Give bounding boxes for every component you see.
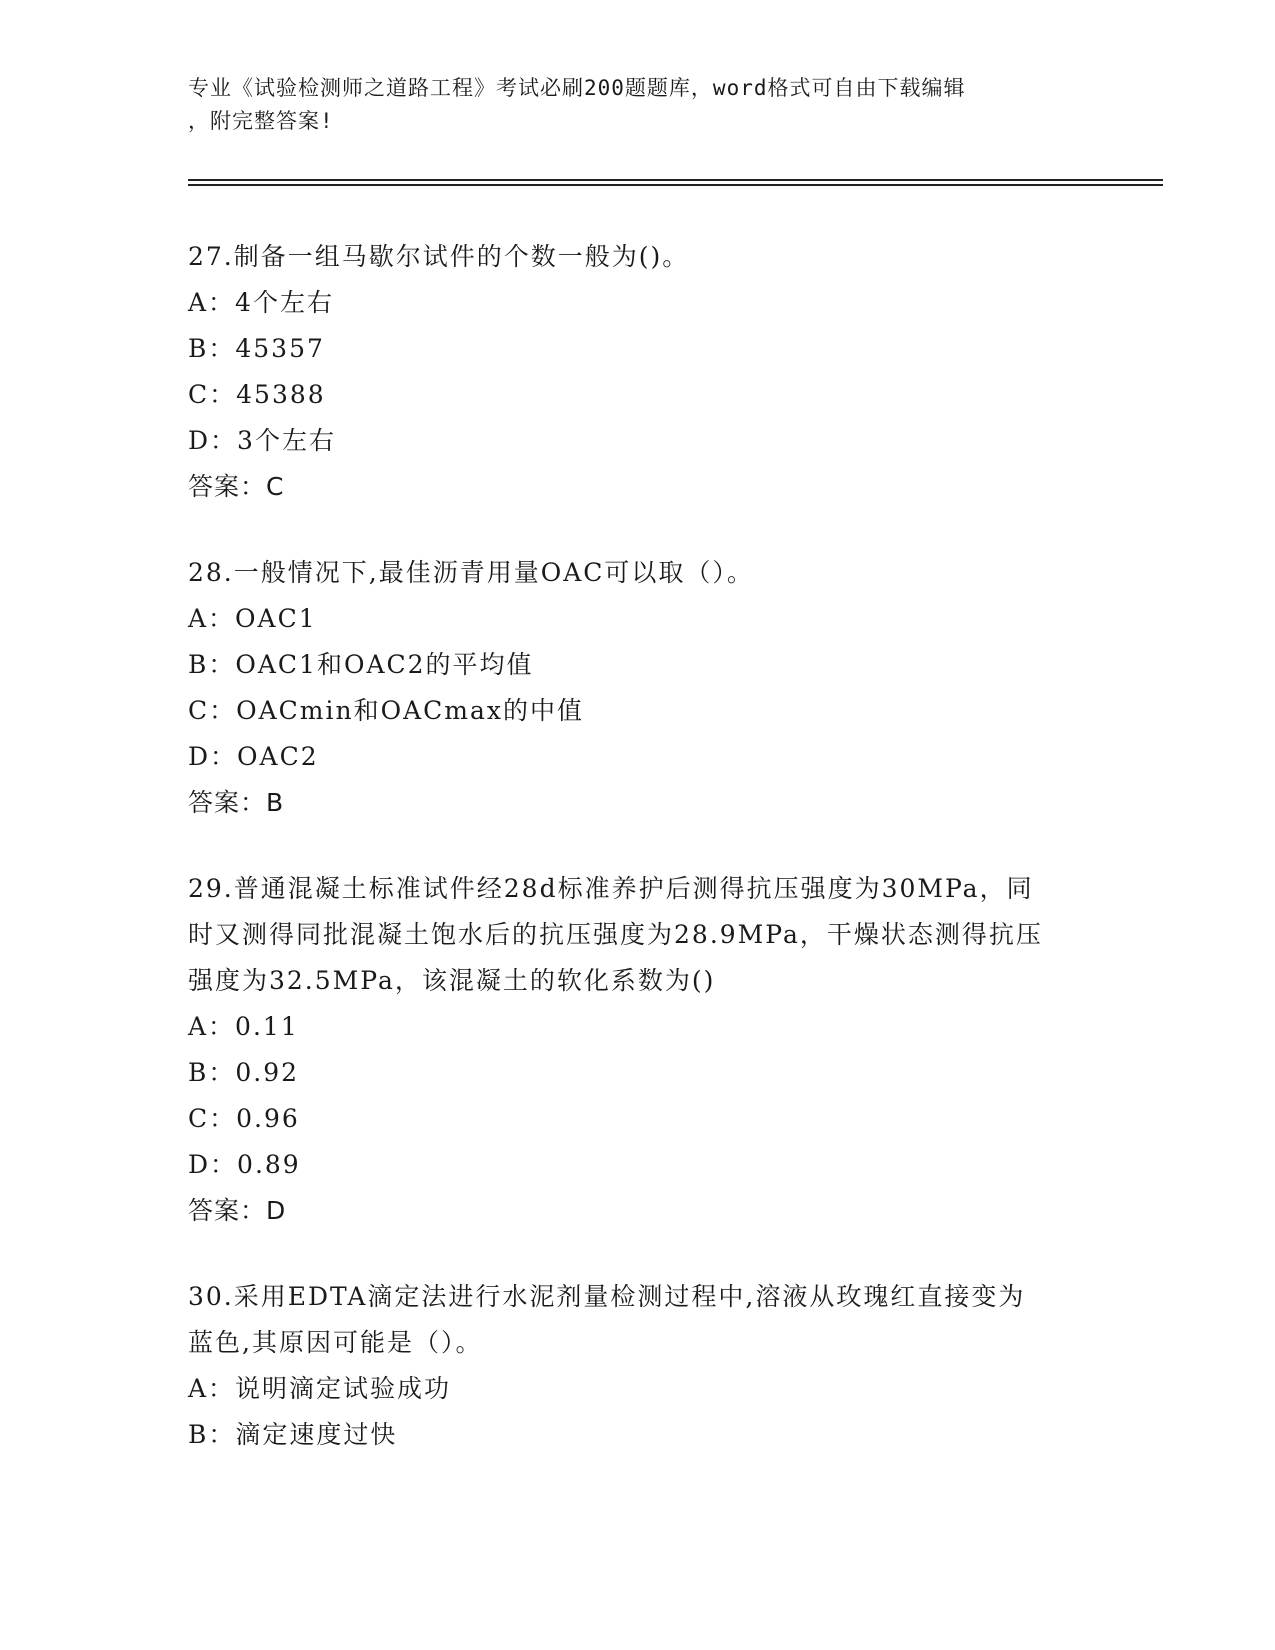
- question-stem: [188, 550, 1098, 596]
- header-line-1: 专业《试验检测师之道路工程》考试必刷200题题库，word格式可自由下载编辑: [188, 76, 966, 100]
- option-b: B：滴定速度过快: [188, 1420, 398, 1449]
- question-30: [188, 1274, 1098, 1458]
- answer-label: 答案：D: [188, 1196, 287, 1225]
- question-stem: [188, 234, 1098, 280]
- question-29: [188, 866, 1098, 1234]
- question-stem: [188, 866, 1098, 1004]
- option-a: A：说明滴定试验成功: [188, 1374, 452, 1403]
- option-c: C：45388: [188, 380, 326, 409]
- option-a: A：4个左右: [188, 288, 334, 317]
- document-header: [188, 72, 1068, 138]
- stem-line: 30.采用EDTA滴定法进行水泥剂量检测过程中,溶液从玫瑰红直接变为: [188, 1282, 1026, 1311]
- header-line-2: ，附完整答案!: [188, 109, 334, 133]
- stem-line: 蓝色,其原因可能是（）。: [188, 1328, 483, 1357]
- stem-line: 时又测得同批混凝土饱水后的抗压强度为28.9MPa，干燥状态测得抗压: [188, 920, 1043, 949]
- option-b: B：45357: [188, 334, 325, 363]
- stem-line: 27.制备一组马歇尔试件的个数一般为()。: [188, 242, 690, 271]
- option-a: A：0.11: [188, 1012, 299, 1041]
- question-28: [188, 550, 1098, 826]
- answer-label: 答案：C: [188, 472, 285, 501]
- option-c: C：0.96: [188, 1104, 300, 1133]
- option-d: D：0.89: [188, 1150, 301, 1179]
- option-b: B：OAC1和OAC2的平均值: [188, 650, 534, 679]
- stem-line: 29.普通混凝土标准试件经28d标准养护后测得抗压强度为30MPa，同: [188, 874, 1034, 903]
- question-list: [188, 234, 1098, 1498]
- question-stem: [188, 1274, 1098, 1366]
- question-27: [188, 234, 1098, 510]
- option-b: B：0.92: [188, 1058, 300, 1087]
- stem-line: 28.一般情况下,最佳沥青用量OAC可以取（）。: [188, 558, 754, 587]
- option-a: A：OAC1: [188, 604, 317, 633]
- option-d: D：3个左右: [188, 426, 336, 455]
- option-d: D：OAC2: [188, 742, 319, 771]
- header-divider-bottom: [188, 184, 1163, 186]
- stem-line: 强度为32.5MPa，该混凝土的软化系数为(): [188, 966, 716, 995]
- option-c: C：OACmin和OACmax的中值: [188, 696, 584, 725]
- answer-label: 答案：B: [188, 788, 285, 817]
- header-divider-top: [188, 179, 1163, 181]
